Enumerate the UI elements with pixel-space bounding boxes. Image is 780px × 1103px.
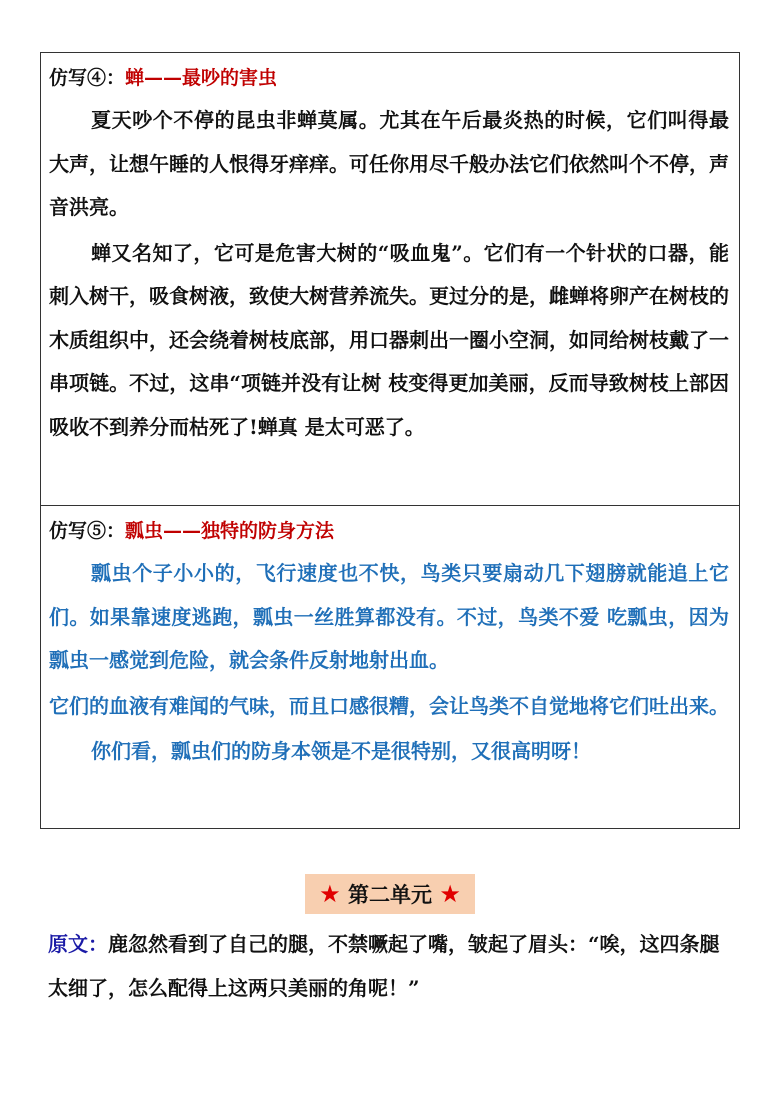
unit-title-text: 第二单元 (348, 882, 432, 907)
section-5-prefix: 仿写⑤： (49, 520, 126, 542)
section-5-heading (49, 514, 729, 552)
section-5-box (40, 506, 740, 829)
unit-title-banner (305, 874, 475, 914)
star-icon: ★ (439, 880, 461, 908)
original-body: 鹿忽然看到了自己的腿，不禁噘起了嘴，皱起了眉头：“唉，这四条腿太细了，怎么配得上这两只美丽的角呢！” (48, 932, 720, 1000)
section-5-paragraph-1: 瓢虫个子小小的，飞行速度也不快，鸟类只要扇动几下翅膀就能追上它们。如果靠速度逃跑，瓢虫一丝胜算都没有。不过，鸟类不爱 吃瓢虫，因为瓢虫一感觉到危险，就会条件反射地射出血。 (49, 561, 729, 672)
section-4-paragraph-1: 夏天吵个不停的昆虫非蝉莫属。尤其在午后最炎热的时候，它们叫得最大声，让想午睡的人恨得牙痒痒。可任你用尽千般办法它们依然叫个不停，声音洪亮。 (49, 108, 729, 219)
original-text (48, 922, 738, 1010)
original-label: 原文： (48, 932, 108, 956)
section-4-title: 蝉——最吵的害虫 (125, 67, 278, 89)
star-icon: ★ (319, 880, 341, 908)
section-4-prefix: 仿写④： (49, 67, 126, 89)
section-4-paragraph-2: 蝉又名知了，它可是危害大树的“吸血鬼”。它们有一个针状的口器，能刺入树干，吸食树液，致使大树营养流失。更过分的是，雌蝉将卵产在树枝的木质组织中，还会绕着树枝底部，用口器刺出一圈小空洞，如同给树枝戴了一串项链。不过，这串“项链并没有让树 枝变得更加美丽，反而导致树枝上部因吸收不到养分而枯死了!蝉真 是太可恶了。 (49, 240, 729, 439)
section-5-title: 瓢虫——独特的防身方法 (125, 520, 335, 542)
section-4-heading (49, 61, 729, 99)
section-5-paragraph-3: 你们看，瓢虫们的防身本领是不是很特别，又很高明呀！ (91, 739, 591, 763)
section-4-box (40, 52, 740, 506)
section-5-paragraph-2: 它们的血液有难闻的气味，而且口感很糟，会让鸟类不自觉地将它们吐出来。 (49, 693, 729, 718)
